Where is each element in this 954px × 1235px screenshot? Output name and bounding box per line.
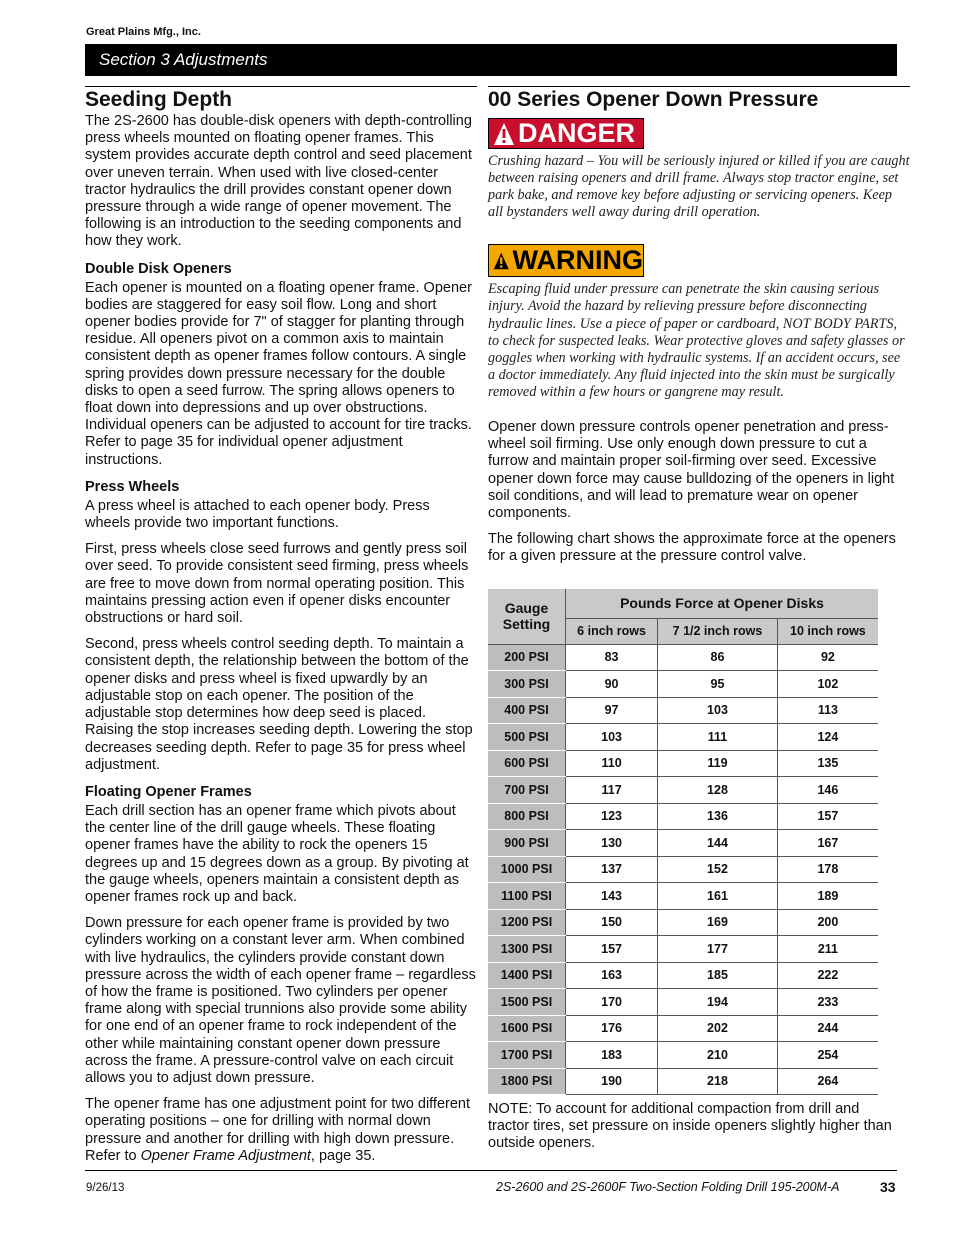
force-value-cell: 190 — [566, 1068, 658, 1095]
floating-frames-heading: Floating Opener Frames — [85, 783, 252, 800]
warning-triangle-icon — [493, 122, 515, 146]
force-value-cell: 218 — [658, 1068, 778, 1095]
table-row — [488, 989, 878, 1016]
force-value-cell: 222 — [777, 962, 878, 989]
floating-frames-paragraph-3 — [85, 1096, 477, 1165]
opener-frame-adjustment-ref: Opener Frame Adjustment — [140, 1147, 311, 1164]
gauge-setting-cell: 600 PSI — [488, 750, 566, 777]
company-name: Great Plains Mfg., Inc. — [86, 26, 201, 38]
force-value-cell: 161 — [658, 883, 778, 910]
gauge-setting-cell: 400 PSI — [488, 697, 566, 724]
danger-text: Crushing hazard – You will be seriously injured or killed if you are caught between raising openers and drill frame. Always stop tractor engine, set park bake, and remove key before adjusting or servicing openers. Keep all bystanders well away during drill operation. — [488, 153, 910, 221]
force-value-cell: 119 — [658, 750, 778, 777]
force-value-cell: 102 — [777, 671, 878, 698]
force-value-cell: 233 — [777, 989, 878, 1016]
floating-frames-paragraph-1: Each drill section has an opener frame which pivots about the center line of the drill gauge wheels. These floating opener frames have the ability to rock the openers 15 degrees up and 15 degrees down as a group. By pivoting at the gauge wheels, openers maintain a consistent depth as opener frames rock up and back. — [85, 802, 469, 905]
double-disk-paragraph: Each opener is mounted on a floating opener frame. Opener bodies are staggered for easy soil flow. Long and short opener bodies provide for 7" of stagger for planting through residue. All openers pivot on a common axis to maintain consistent depth as opener frames follow contours. A single spring provides down pressure necessary for the double disks to open a seed furrow. The spring allows openers to float down into depressions and up over obstructions. Individual openers can be adjusted to account for tire tracks. Refer to page 35 for individual opener adjustment instructions. — [85, 279, 472, 468]
force-value-cell: 200 — [777, 909, 878, 936]
gauge-setting-cell: 1500 PSI — [488, 989, 566, 1016]
force-value-cell: 264 — [777, 1068, 878, 1095]
table-row — [488, 671, 878, 698]
force-value-cell: 157 — [777, 803, 878, 830]
right-column — [488, 86, 910, 575]
gauge-setting-cell: 1800 PSI — [488, 1068, 566, 1095]
force-value-cell: 202 — [658, 1015, 778, 1042]
col-7-5-inch: 7 1/2 inch rows — [658, 618, 778, 644]
table-row — [488, 830, 878, 857]
force-value-cell: 143 — [566, 883, 658, 910]
force-value-cell: 170 — [566, 989, 658, 1016]
gauge-setting-cell: 1000 PSI — [488, 856, 566, 883]
force-value-cell: 150 — [566, 909, 658, 936]
force-value-cell: 92 — [777, 644, 878, 671]
table-row — [488, 644, 878, 671]
force-value-cell: 130 — [566, 830, 658, 857]
footer-date: 9/26/13 — [86, 1182, 125, 1194]
table-row — [488, 724, 878, 751]
warning-label: WARNING — [512, 245, 643, 276]
gauge-setting-cell: 1300 PSI — [488, 936, 566, 963]
press-wheels-paragraph-2: First, press wheels close seed furrows and gently press soil over seed. To provide consistent seed firming, press wheels are free to move down from normal operating position. This maintains pressing action even if opener disks encounter obstructions or hard soil. — [85, 541, 469, 627]
force-value-cell: 136 — [658, 803, 778, 830]
gauge-setting-cell: 1700 PSI — [488, 1042, 566, 1069]
force-value-cell: 167 — [777, 830, 878, 857]
down-pressure-paragraph: Opener down pressure controls opener penetration and press-wheel soil firming. Use only enough down pressure to cut a furrow and maintain proper soil-firming over seed. Excessive opener down force may cause bulldozing of the openers in light soil conditions, and will lead to premature wear on opener components. — [488, 419, 895, 522]
force-value-cell: 103 — [566, 724, 658, 751]
force-value-cell: 254 — [777, 1042, 878, 1069]
force-value-cell: 135 — [777, 750, 878, 777]
gauge-setting-cell: 500 PSI — [488, 724, 566, 751]
table-body — [488, 644, 878, 1095]
intro-paragraph: The 2S-2600 has double-disk openers with depth-controlling press wheels mounted on floating opener frames. This system provides accurate depth control and seed placement over uneven terrain. When used with live closed-center tractor hydraulics the drill provides constant opener down pressure through a wide range of opener movement. The following is an introduction to the seeding components and how they work. — [85, 113, 472, 250]
force-value-cell: 176 — [566, 1015, 658, 1042]
gauge-setting-cell: 1400 PSI — [488, 962, 566, 989]
table-row — [488, 697, 878, 724]
table-row — [488, 777, 878, 804]
force-value-cell: 117 — [566, 777, 658, 804]
down-pressure-title: 00 Series Opener Down Pressure — [488, 86, 910, 113]
table-row — [488, 936, 878, 963]
force-value-cell: 95 — [658, 671, 778, 698]
col-6-inch: 6 inch rows — [566, 618, 658, 644]
gauge-setting-cell: 800 PSI — [488, 803, 566, 830]
force-value-cell: 178 — [777, 856, 878, 883]
table-row — [488, 1068, 878, 1095]
note-block — [488, 1101, 898, 1162]
force-value-cell: 185 — [658, 962, 778, 989]
gauge-setting-cell: 200 PSI — [488, 644, 566, 671]
table-row — [488, 750, 878, 777]
double-disk-heading: Double Disk Openers — [85, 260, 232, 277]
force-value-cell: 90 — [566, 671, 658, 698]
text-span: , page 35. — [310, 1147, 376, 1164]
chart-intro-paragraph: The following chart shows the approximate force at the openers for a given pressure at the pressure control valve. — [488, 531, 896, 565]
danger-badge — [488, 118, 644, 149]
force-value-cell: 194 — [658, 989, 778, 1016]
warning-badge — [488, 244, 644, 277]
table-row — [488, 1015, 878, 1042]
section-header — [85, 44, 897, 76]
gauge-setting-cell: 1100 PSI — [488, 883, 566, 910]
force-value-cell: 211 — [777, 936, 878, 963]
pressure-table — [488, 589, 878, 1095]
force-value-cell: 97 — [566, 697, 658, 724]
floating-frames-paragraph-2: Down pressure for each opener frame is provided by two cylinders working on a constant lever arm. When combined with live hydraulics, the cylinders provide constant down pressure across the width of each opener frame – regardless of how the frame is positioned. Two cylinders per opener frame along with special trunnions also provide some ability for one end of an opener frame to rock independent of the other while maintaining constant opener down pressure across the frame. A pressure-control valve on each circuit allows you to adjust down pressure. — [85, 915, 476, 1086]
warning-triangle-icon — [493, 249, 510, 273]
force-value-cell: 183 — [566, 1042, 658, 1069]
force-value-cell: 83 — [566, 644, 658, 671]
col-10-inch: 10 inch rows — [777, 618, 878, 644]
gauge-setting-cell: 900 PSI — [488, 830, 566, 857]
press-wheels-paragraph-3: Second, press wheels control seeding depth. To maintain a consistent depth, the relationship between the bottom of the opener disks and press wheel is fixed upwardly by an adjustable stop on each opener. The position of the adjustable stop determines how deep seed is placed. Raising the stop increases seeding depth. Lowering the stop decreases seeding depth. Refer to page 35 for press wheel adjustment. — [85, 636, 473, 773]
gauge-setting-cell: 300 PSI — [488, 671, 566, 698]
force-value-cell: 146 — [777, 777, 878, 804]
force-value-cell: 111 — [658, 724, 778, 751]
force-value-cell: 177 — [658, 936, 778, 963]
pounds-force-header: Pounds Force at Opener Disks — [566, 589, 879, 618]
force-value-cell: 86 — [658, 644, 778, 671]
section-title: Section 3 Adjustments — [99, 50, 268, 69]
table-row — [488, 856, 878, 883]
force-value-cell: 244 — [777, 1015, 878, 1042]
press-wheels-paragraph-1: A press wheel is attached to each opener body. Press wheels provide two important functions. — [85, 497, 430, 532]
press-wheels-heading: Press Wheels — [85, 478, 180, 495]
force-value-cell: 169 — [658, 909, 778, 936]
force-value-cell: 124 — [777, 724, 878, 751]
footer-rule — [85, 1170, 897, 1171]
force-value-cell: 128 — [658, 777, 778, 804]
warning-text: Escaping fluid under pressure can penetrate the skin causing serious injury. Avoid the hazard by relieving pressure before disconnecting hydraulic lines. Use a piece of paper or cardboard, NOT BODY PARTS, to check for suspected leaks. Wear protective gloves and safety glasses or goggles when working with hydraulic systems. If an accident occurs, see a doctor immediately. Any fluid injected into the skin must be surgically removed within a few hours or gangrene may result. — [488, 281, 905, 400]
text-span: The opener frame has one adjustment point for two different operating positions – one for drilling with normal down pressure and another for drilling with high down pressure. Refer to — [85, 1096, 471, 1164]
force-value-cell: 110 — [566, 750, 658, 777]
gauge-setting-cell: 700 PSI — [488, 777, 566, 804]
force-value-cell: 103 — [658, 697, 778, 724]
table-row — [488, 909, 878, 936]
force-value-cell: 210 — [658, 1042, 778, 1069]
force-value-cell: 163 — [566, 962, 658, 989]
gauge-setting-cell: 1200 PSI — [488, 909, 566, 936]
gauge-setting-header: Gauge Setting — [488, 589, 566, 644]
table-row — [488, 883, 878, 910]
force-value-cell: 144 — [658, 830, 778, 857]
footer-title: 2S-2600 and 2S-2600F Two-Section Folding Drill 195-200M-A — [496, 1180, 840, 1194]
force-value-cell: 137 — [566, 856, 658, 883]
left-column — [85, 86, 477, 1174]
table-row — [488, 1042, 878, 1069]
page-number: 33 — [880, 1179, 896, 1195]
force-value-cell: 157 — [566, 936, 658, 963]
table-row — [488, 803, 878, 830]
note-text: NOTE: To account for additional compaction from drill and tractor tires, set pressure on inside openers slightly higher than outside openers. — [488, 1101, 892, 1152]
force-value-cell: 189 — [777, 883, 878, 910]
force-value-cell: 123 — [566, 803, 658, 830]
force-value-cell: 152 — [658, 856, 778, 883]
table-row — [488, 962, 878, 989]
seeding-depth-title: Seeding Depth — [85, 86, 477, 113]
force-value-cell: 113 — [777, 697, 878, 724]
gauge-setting-cell: 1600 PSI — [488, 1015, 566, 1042]
danger-label: DANGER — [518, 118, 636, 148]
